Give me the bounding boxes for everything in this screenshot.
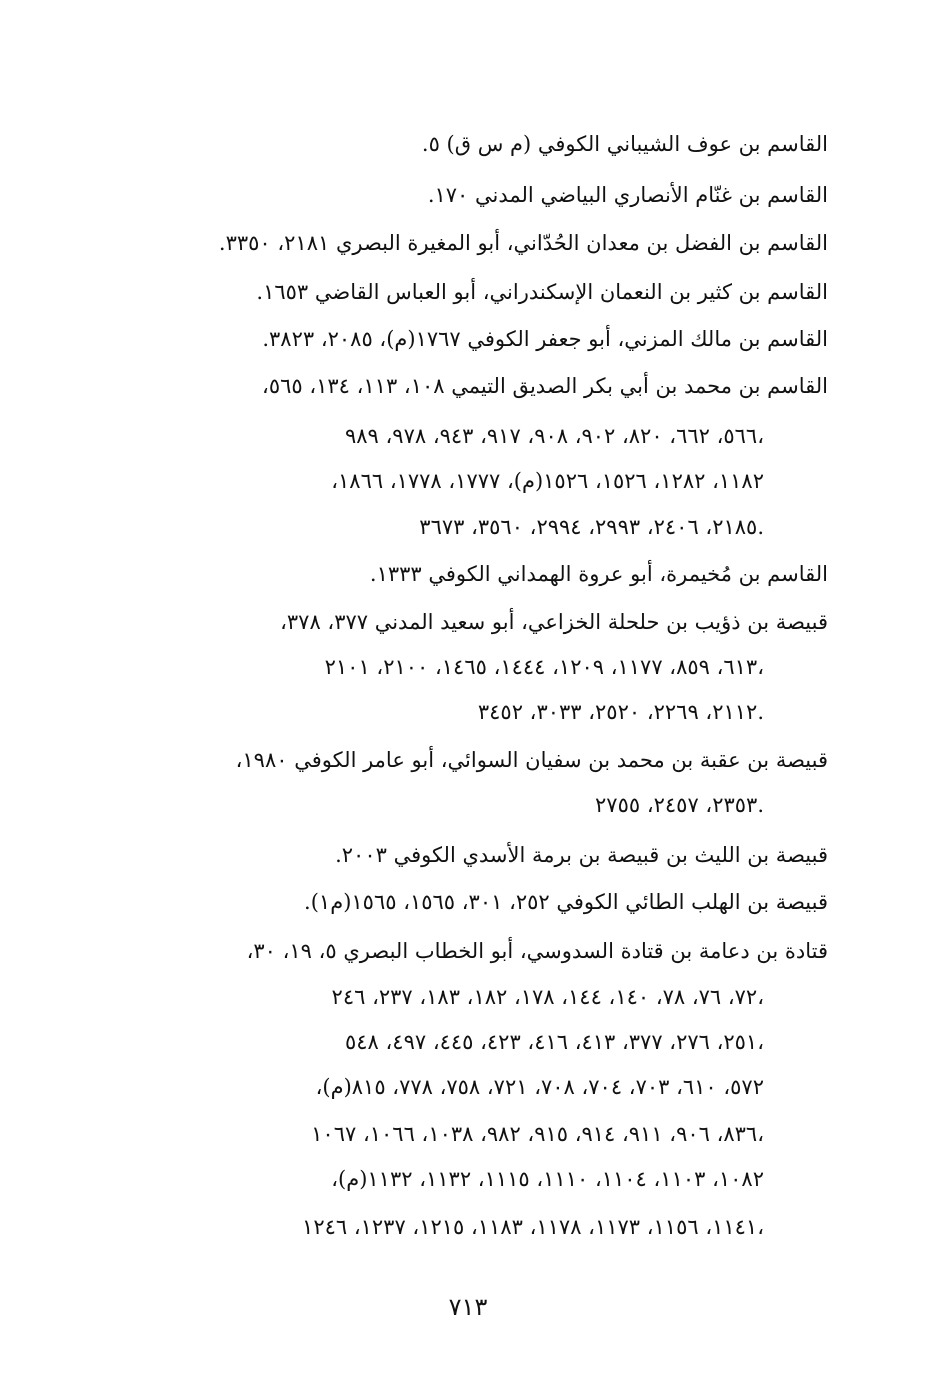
entry-line: قبيصة بن الهلب الطائي الكوفي ٢٥٢، ٣٠١، ١٥٦٥، ١٥٦٥(م١). [304, 890, 828, 914]
entry-line: قتادة بن دعامة بن قتادة السدوسي، أبو الخطاب البصري ٥، ١٩، ٣٠، [246, 939, 828, 963]
entry-continuation-line: ٨٣٦، ٩٠٦، ٩١١، ٩١٤، ٩١٥، ٩٨٢، ١٠٣٨، ١٠٦٦، ١٠٦٧، [311, 1122, 764, 1146]
entry-line: قبيصة بن الليث بن قبيصة بن برمة الأسدي الكوفي ٢٠٠٣. [335, 843, 828, 867]
entry-line: القاسم بن مُخيمرة، أبو عروة الهمداني الكوفي ١٣٣٣. [369, 562, 828, 586]
entry-line: القاسم بن عوف الشيباني الكوفي (م س ق) ٥. [421, 132, 828, 156]
entry-continuation-line: ٥٧٢، ٦١٠، ٧٠٣، ٧٠٤، ٧٠٨، ٧٢١، ٧٥٨، ٧٧٨، ٨١٥(م)، [315, 1075, 764, 1099]
entry-continuation-line: ٢١٨٥، ٢٤٠٦، ٢٩٩٣، ٢٩٩٤، ٣٥٦٠، ٣٦٧٣. [419, 515, 764, 539]
entry-continuation-line: ٢٥١، ٢٧٦، ٣٧٧، ٤١٣، ٤١٦، ٤٢٣، ٤٤٥، ٤٩٧، ٥٤٨، [345, 1030, 764, 1054]
entry-continuation-line: ٥٦٦، ٦٦٢، ٨٢٠، ٩٠٢، ٩٠٨، ٩١٧، ٩٤٣، ٩٧٨، ٩٨٩، [345, 424, 764, 448]
entry-line: القاسم بن مالك المزني، أبو جعفر الكوفي ١٧٦٧(م)، ٢٠٨٥، ٣٨٢٣. [262, 327, 828, 351]
entry-continuation-line: ١١٨٢، ١٢٨٢، ١٥٢٦، ١٥٢٦(م)، ١٧٧٧، ١٧٧٨، ١٨٦٦، [331, 469, 764, 493]
entry-continuation-line: ٢١١٢، ٢٢٦٩، ٢٥٢٠، ٣٠٣٣، ٣٤٥٢. [477, 700, 764, 724]
entry-line: قبيصة بن ذؤيب بن حلحلة الخزاعي، أبو سعيد المدني ٣٧٧، ٣٧٨، [280, 610, 828, 634]
entry-continuation-line: ١١٤١، ١١٥٦، ١١٧٣، ١١٧٨، ١١٨٣، ١٢١٥، ١٢٣٧، ١٢٤٦، [302, 1215, 764, 1239]
entry-continuation-line: ٢٣٥٣، ٢٤٥٧، ٢٧٥٥. [595, 793, 764, 817]
entry-continuation-line: ١٠٨٢، ١١٠٣، ١١٠٤، ١١١٠، ١١١٥، ١١٣٢، ١١٣٢(م)، [331, 1167, 764, 1191]
entry-line: القاسم بن كثير بن النعمان الإسكندراني، أبو العباس القاضي ١٦٥٣. [256, 280, 828, 304]
entry-continuation-line: ٧٢، ٧٦، ٧٨، ١٤٠، ١٤٤، ١٧٨، ١٨٢، ١٨٣، ٢٣٧، ٢٤٦، [331, 985, 764, 1009]
entry-continuation-line: ٦١٣، ٨٥٩، ١١٧٧، ١٢٠٩، ١٤٤٤، ١٤٦٥، ٢١٠٠، ٢١٠١، [324, 655, 764, 679]
entry-line: قبيصة بن عقبة بن محمد بن سفيان السوائي، أبو عامر الكوفي ١٩٨٠، [235, 748, 828, 772]
entry-line: القاسم بن غنّام الأنصاري البياضي المدني ١٧٠. [427, 183, 828, 207]
entry-line: القاسم بن محمد بن أبي بكر الصديق التيمي ١٠٨، ١١٣، ١٣٤، ٥٦٥، [262, 374, 828, 398]
entry-line: القاسم بن الفضل بن معدان الحُدّاني، أبو المغيرة البصري ٢١٨١، ٣٣٥٠. [218, 231, 828, 255]
page-number: ٧١٣ [448, 1293, 488, 1321]
